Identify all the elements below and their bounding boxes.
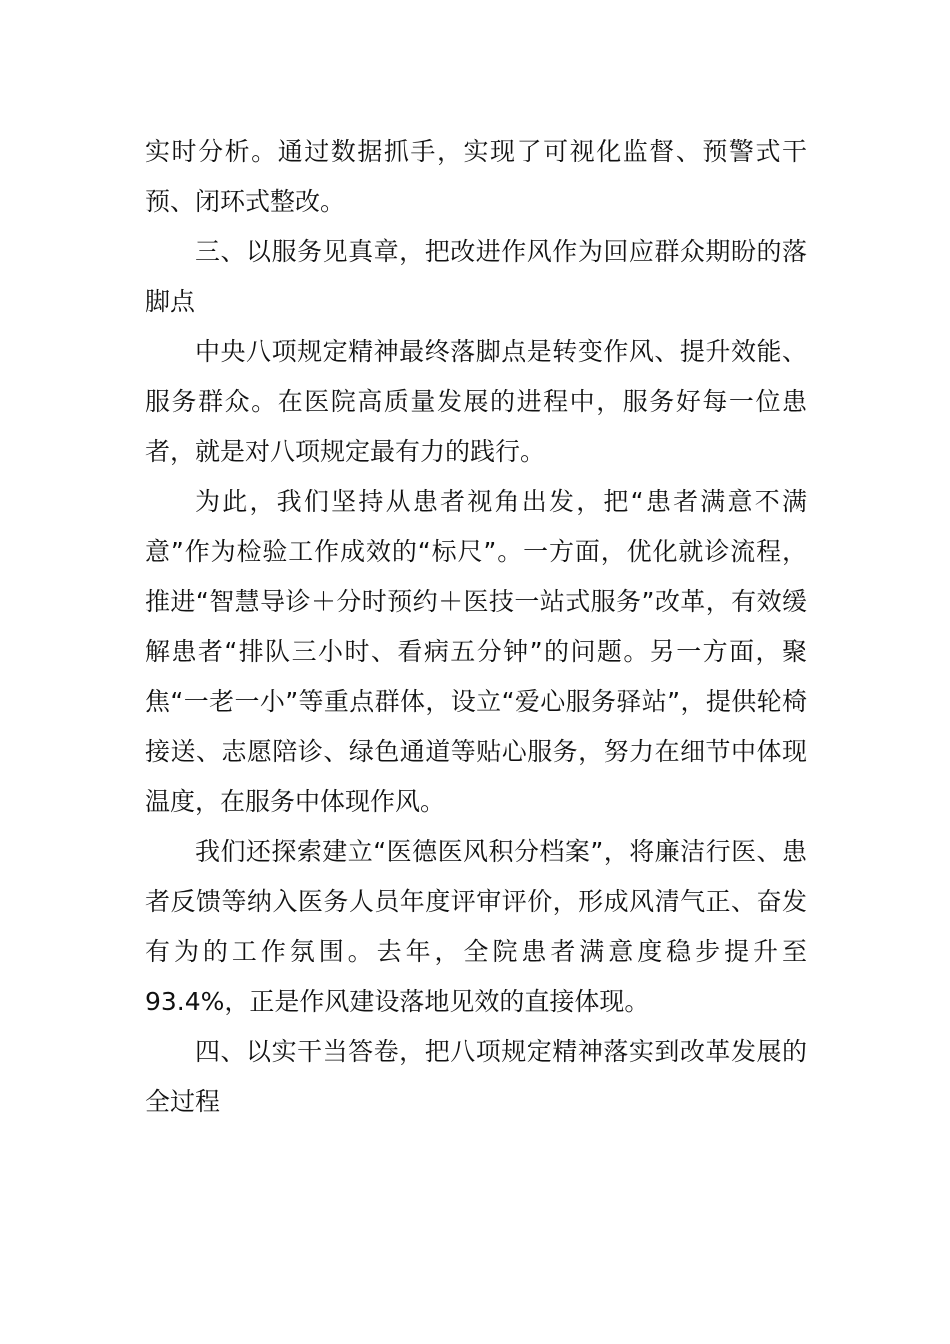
section-heading-3: 三、以服务见真章，把改进作风作为回应群众期盼的落脚点 <box>145 237 807 316</box>
paragraph-service-2: 为此，我们坚持从患者视角出发，把“患者满意不满意”作为检验工作成效的“标尺”。一方面，优化就诊流程，推进“智慧导诊＋分时预约＋医技一站式服务”改革，有效缓解患者“排队三小时、看病五分钟”的问题。另一方面，聚焦“一老一小”等重点群体，设立“爱心服务驿站”，提供轮椅接送、志愿陪诊、绿色通道等贴心服务，努力在细节中体现温度，在服务中体现作风。 <box>145 487 807 816</box>
section-heading-4: 四、以实干当答卷，把八项规定精神落实到改革发展的全过程 <box>145 1037 807 1116</box>
paragraph-continuation: 实时分析。通过数据抓手，实现了可视化监督、预警式干预、闭环式整改。 <box>145 137 807 216</box>
paragraph-service-3: 我们还探索建立“医德医风积分档案”，将廉洁行医、患者反馈等纳入医务人员年度评审评价，形成风清气正、奋发有为的工作氛围。去年，全院患者满意度稳步提升至93.4%，正是作风建设落地见效的直接体现。 <box>145 837 807 1016</box>
paragraph-service-1: 中央八项规定精神最终落脚点是转变作风、提升效能、服务群众。在医院高质量发展的进程中，服务好每一位患者，就是对八项规定最有力的践行。 <box>145 337 807 466</box>
document-body <box>145 127 807 1127</box>
